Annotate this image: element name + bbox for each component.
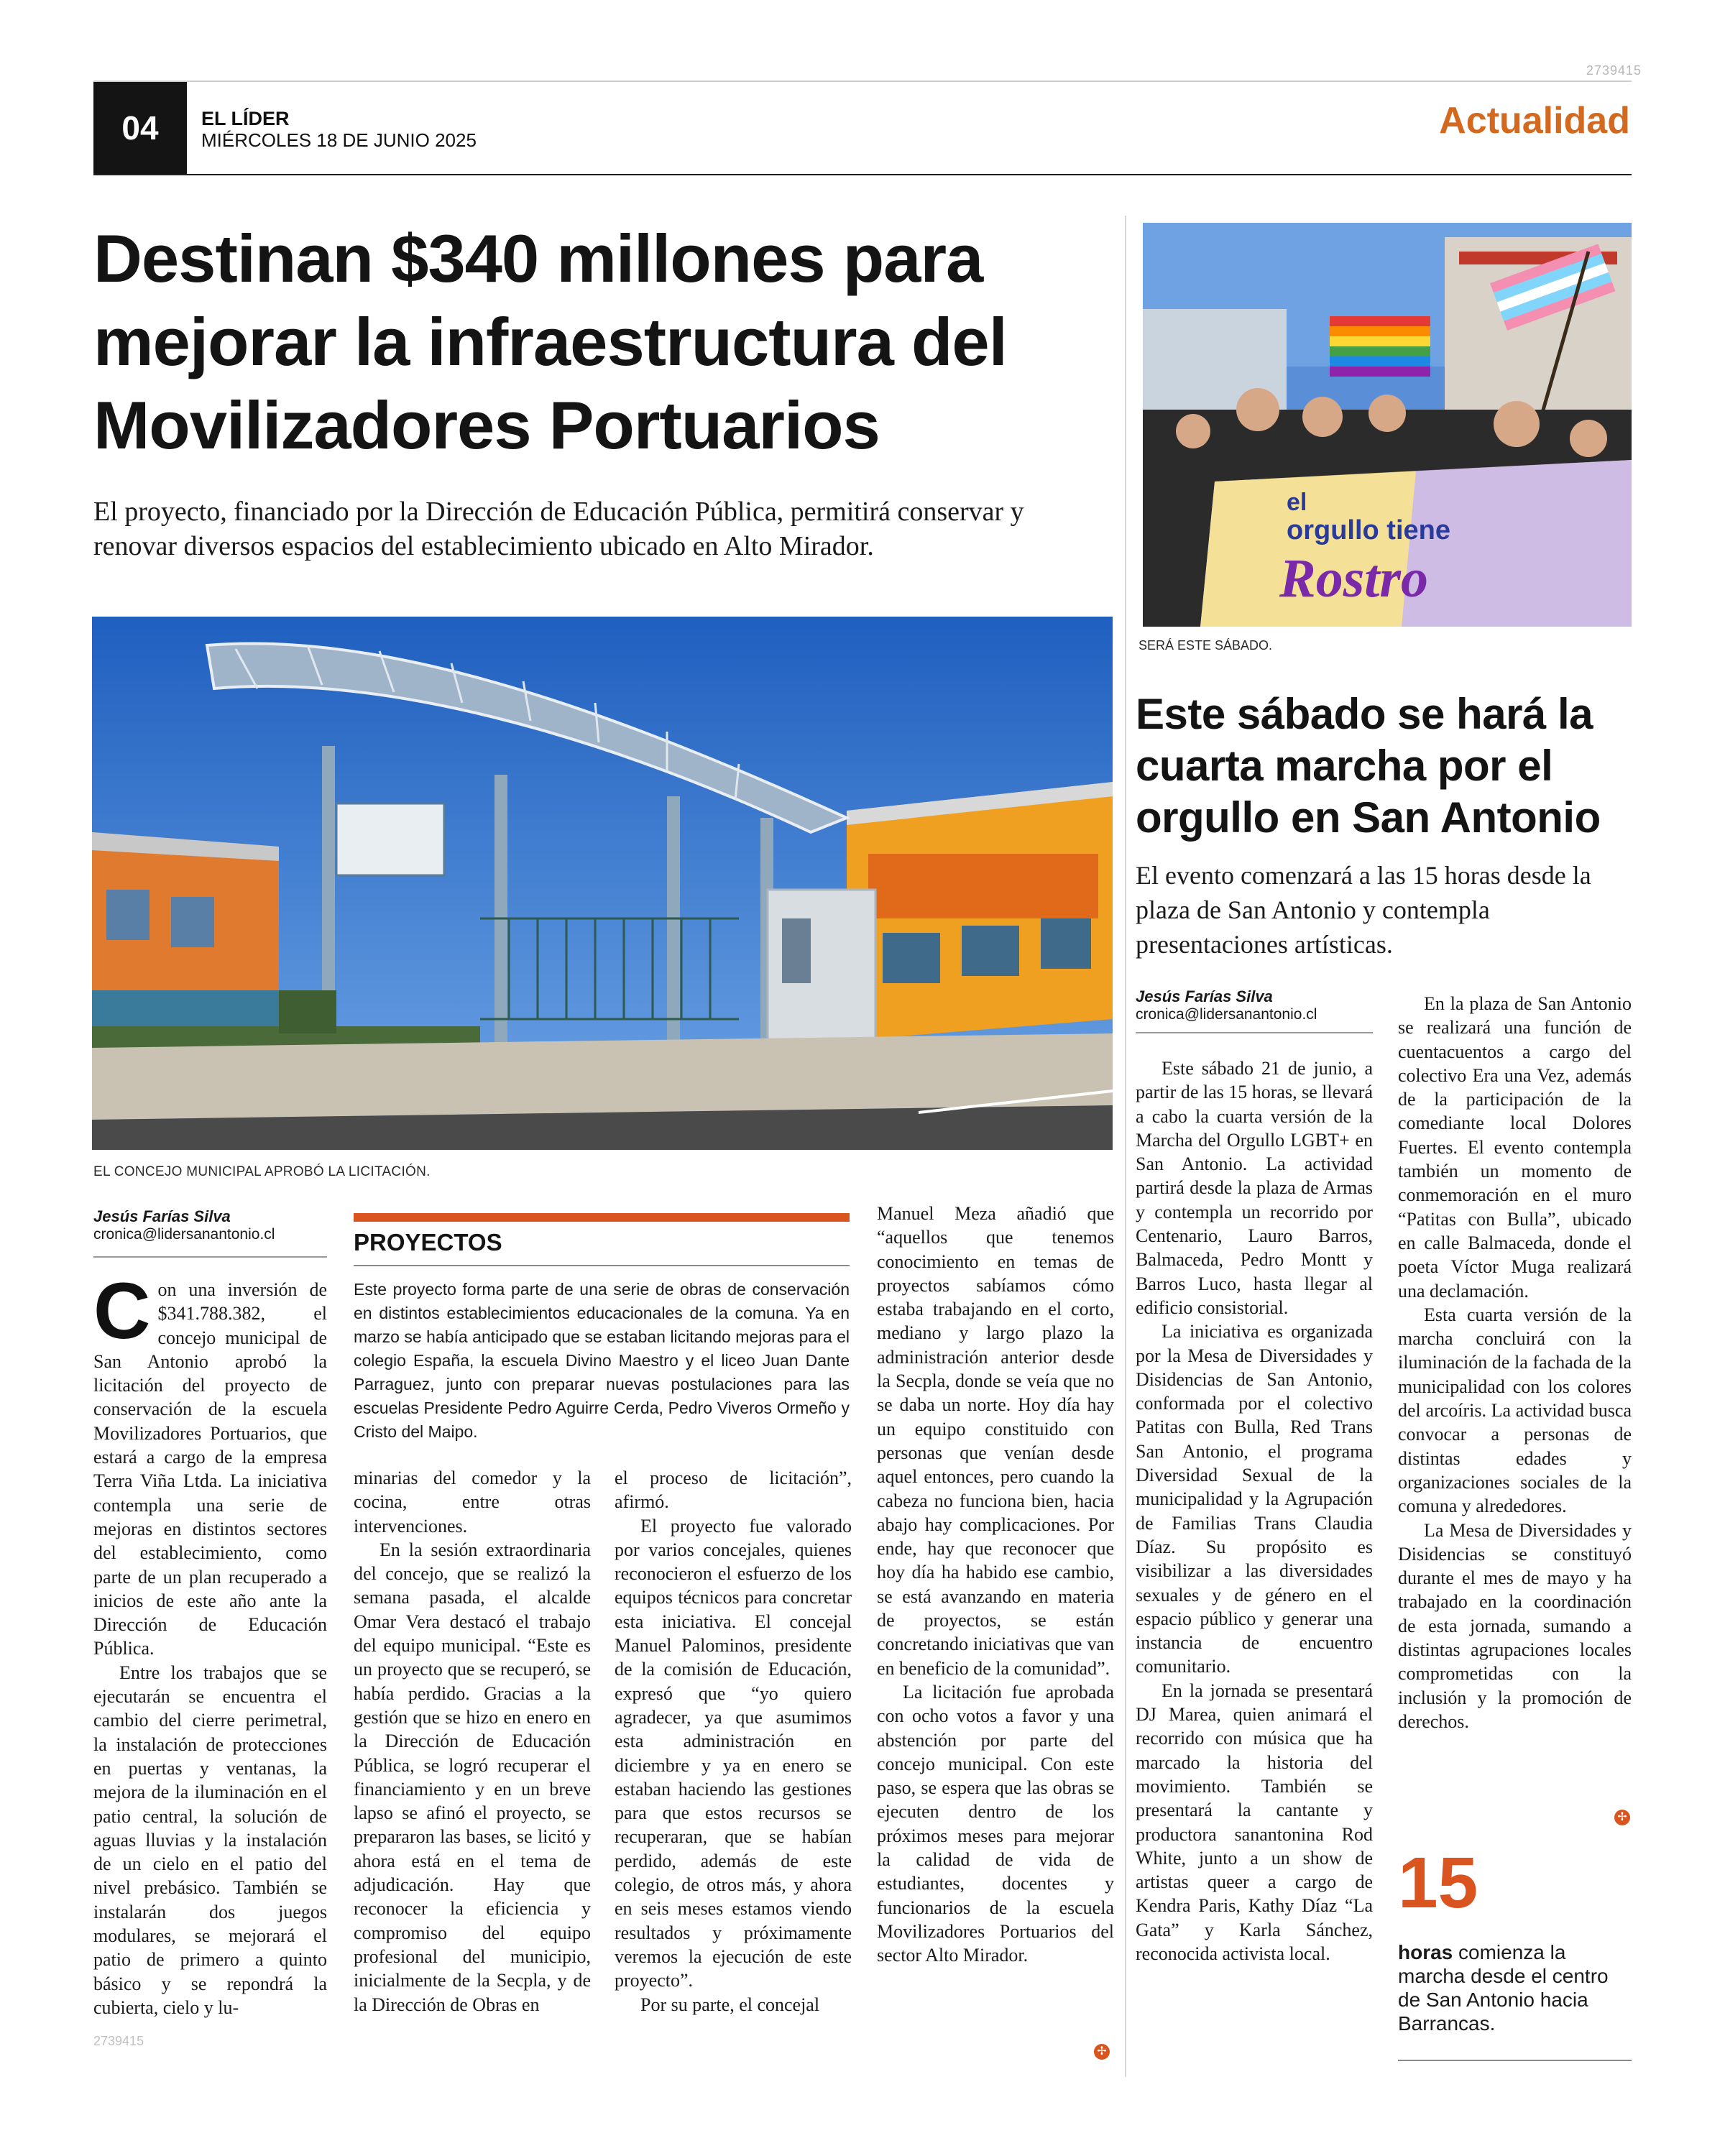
stat-rule (1398, 2060, 1632, 2061)
side-deck: El evento comenzará a las 15 horas desde la plaza de San Antonio y contempla presentaciones artísticas. (1136, 861, 1591, 959)
folio-id: 2739415 (1586, 63, 1642, 78)
side-paragraph: La iniciativa es organizada por la Mesa de Diversidades y Disidencias de San Antonio, conformada por el colectivo Patitas con Bulla, Red Trans San Antonio, el programa Diversidad Sexual de la municipalidad y la Agrupación de Familias Trans Claudia Díaz. Su propósito es visibilizar a las diversidades sexuales y de género en el espacio público y generar una instancia de encuentro comunitario. (1136, 1321, 1373, 1677)
main-paragraph: minarias del comedor y la cocina, entre otras intervenciones. (354, 1468, 591, 1537)
side-paragraph: La Mesa de Diversidades y Disidencias se constituyó durante el mes de mayo y ha trabajado en la coordinación de esta jornada, sumando a distintas agrupaciones locales comprometidas con la inclusión y la promoción de derechos. (1398, 1519, 1632, 1732)
main-body-column-3 (615, 1466, 852, 2017)
stat-description: comienza la marcha desde el centro de San Antonio hacia Barrancas. (1398, 1941, 1609, 2035)
side-paragraph: En la plaza de San Antonio se realizará una función de cuentacuentos a cargo del colectivo Era una Vez, además de la participación de la comediante local Dolores Fuertes. El evento contempla también un momento de conmemoración en el muro “Patitas con Bulla”, ubicado en calle Balmaceda, donde el poeta Víctor Muga realizará una declamación. (1398, 993, 1632, 1302)
paper-name: EL LÍDER (201, 108, 290, 129)
main-byline-rule (93, 1256, 327, 1258)
main-paragraph: El proyecto fue valorado por varios concejales, quienes reconocieron el esfuerzo de los equipos técnicos para concretar esta iniciativa. El concejal Manuel Palominos, presidente de la comisión de Educación, expresó que “yo quiero agradecer, ya que asumimos esta administración en diciembre y ya en enero se estaban haciendo las gestiones para que estos recursos se recuperaran, que se habían perdido, además de este colegio, de otros más, y ahora en seis meses estamos viendo resultados y próximamente veremos la ejecución de este proyecto”. (615, 1515, 852, 1991)
proyectos-text: Este proyecto forma parte de una serie de obras de conservación en distintos establecimientos educacionales de la comuna. Ya en marzo se había anticipado que se estaban licitando mejoras para el colegio España, la escuela Divino Maestro y el liceo Juan Dante Parraguez, junto con preparar nuevas postulaciones para las escuelas Presidente Pedro Aguirre Cerda, Pedro Viveros Ormeño y Cristo del Maipo. (354, 1280, 850, 1441)
side-photo-caption: SERÁ ESTE SÁBADO. (1138, 638, 1273, 653)
column-divider (1125, 216, 1126, 2077)
stat-unit: horas (1398, 1941, 1453, 1963)
school-entrance-photo (92, 617, 1113, 1150)
side-byline-name: Jesús Farías Silva (1136, 987, 1273, 1005)
side-byline-email[interactable]: cronica@lidersanantonio.cl (1136, 1006, 1317, 1023)
main-paragraph: Entre los trabajos que se ejecutarán se encuentra el cambio del cierre perimetral, la instalación de protecciones en puertas y ventanas, la mejora de la iluminación en el patio central, la solución de aguas lluvias y la instalación de un cielo en el patio del nivel prebásico. También se instalarán dos juegos modulares, se mejorará el patio de primero a quinto básico y se repondrá la cubierta, cielo y lu- (93, 1662, 327, 2018)
main-paragraph: Por su parte, el concejal (640, 1994, 820, 2015)
main-body-column-1 (93, 1267, 327, 2019)
main-deck: El proyecto, financiado por la Dirección de Educación Pública, permitirá conservar y renovar diversos espacios del establecimiento ubicado en Alto Mirador. (93, 497, 1024, 561)
page-number: 04 (93, 82, 187, 174)
banner-text-orgullo: orgullo tiene (1287, 515, 1450, 545)
side-body-column-1 (1136, 1056, 1373, 1966)
main-headline: Destinan $340 millones para mejorar la infraestructura del Movilizadores Portuarios (93, 221, 1007, 463)
main-paragraph (93, 1267, 327, 1661)
main-body-column-4 (877, 1202, 1114, 1968)
section-name: Actualidad (1439, 100, 1630, 142)
end-of-article-icon: ✢ (1614, 1810, 1630, 1825)
main-paragraph: En la sesión extraordinaria del concejo, que se realizó la semana pasada, el alcalde Omar Vera destacó el trabajo del equipo municipal. “Este es un proyecto que se recuperó, se había perdido. Gracias a la gestión que se hizo en enero en la Dirección de Educación Pública, se logró recuperar el financiamiento y en un breve lapso se afinó el proyecto, se prepararon las bases, se licitó y ahora está en el tema de adjudicación. Hay que reconocer la eficiencia y compromiso del equipo profesional del municipio, inicialmente de la Secpla, y de la Dirección de Obras en (354, 1539, 591, 2015)
main-body-column-2 (354, 1466, 591, 2017)
side-body-column-2 (1398, 992, 1632, 1733)
side-headline: Este sábado se hará la cuarta marcha por el orgullo en San Antonio (1136, 690, 1601, 842)
side-paragraph: En la jornada se presentará DJ Marea, quien animará el recorrido con música que ha marcado la historia del movimiento. También se presentará la cantante y productora sanantonina Rod White, junto a un show de artistas queer a cargo de Kendra Paris, Kathy Díaz “La Gata” y Karla Sánchez, reconocida activista local. (1136, 1680, 1373, 1964)
stat-number: 15 (1398, 1843, 1478, 1923)
main-paragraph-text: on una inversión de $341.788.382, el concejo municipal de San Antonio aprobó la licitación del proyecto de conservación de la escuela Movilizadores Portuarios, que estará a cargo de la empresa Terra Viña Ltda. La iniciativa contempla una serie de mejoras en distintos sectores del establecimiento, como parte de un plan recuperado a inicios de este año ante la Dirección de Educación Pública. (93, 1279, 327, 1659)
main-photo-caption: EL CONCEJO MUNICIPAL APROBÓ LA LICITACIÓN. (93, 1164, 431, 1179)
end-of-article-icon: ✢ (1094, 2044, 1110, 2060)
banner-text-rostro: Rostro (1279, 548, 1428, 609)
main-paragraph: el proceso de licitación”, afirmó. (615, 1468, 852, 1513)
stat-text (1398, 1940, 1632, 2035)
top-rule (93, 80, 1632, 82)
side-byline-rule (1136, 1032, 1373, 1033)
main-byline-email[interactable]: cronica@lidersanantonio.cl (93, 1226, 275, 1243)
folio-watermark: 2739415 (93, 2034, 144, 2048)
main-paragraph: Manuel Meza añadió que “aquellos que tenemos conocimiento en temas de proyectos sabíamos cómo estaba trabajando en el corto, mediano y largo plazo la administración anterior desde la Secpla, donde se veía que no se daba un norte. Hoy día hay un equipo constituido con personas que venían desde aquel entonces, pero cuando la cabeza no funciona bien, hacia abajo hay complicaciones. Por ende, hay que reconocer que hoy día ha habido ese cambio, se está avanzando en materia de proyectos, se están concretando iniciativas que van en beneficio de la comunidad”. (877, 1203, 1114, 1679)
main-byline (93, 1207, 275, 1243)
proyectos-title: PROYECTOS (354, 1229, 502, 1256)
side-paragraph: Este sábado 21 de junio, a partir de las 15 horas, se llevará a cabo la cuarta versión de la Marcha del Orgullo LGBT+ en San Antonio. La actividad partirá desde la plaza de Armas y contempla un recorrido por Centenario, Lauro Barros, Balmaceda, Pedro Montt y Barros Luco, hasta llegar al edificio consistorial. (1136, 1058, 1373, 1318)
side-byline (1136, 987, 1317, 1023)
main-byline-name: Jesús Farías Silva (93, 1207, 231, 1225)
header-rule (93, 174, 1632, 175)
proyectos-accent-bar (354, 1213, 850, 1222)
proyectos-rule (354, 1265, 850, 1266)
main-paragraph: La licitación fue aprobada con ocho votos a favor y una abstención por parte del concejo municipal. Con este paso, se espera que las obras se ejecuten dentro de los próximos meses para mejorar la calidad de vida de estudiantes, docentes y funcionarios de la escuela Movilizadores Portuarios del sector Alto Mirador. (877, 1681, 1114, 1966)
pride-march-photo (1143, 223, 1632, 627)
banner-text-el: el (1287, 489, 1307, 516)
paper-date: MIÉRCOLES 18 DE JUNIO 2025 (201, 129, 477, 151)
drop-cap: C (93, 1267, 151, 1355)
side-paragraph: Esta cuarta versión de la marcha concluirá con la iluminación de la fachada de la municipalidad con los colores del arcoíris. La actividad busca convocar a personas de distintas edades y organizaciones sociales de la comuna y alrededores. (1398, 1304, 1632, 1517)
